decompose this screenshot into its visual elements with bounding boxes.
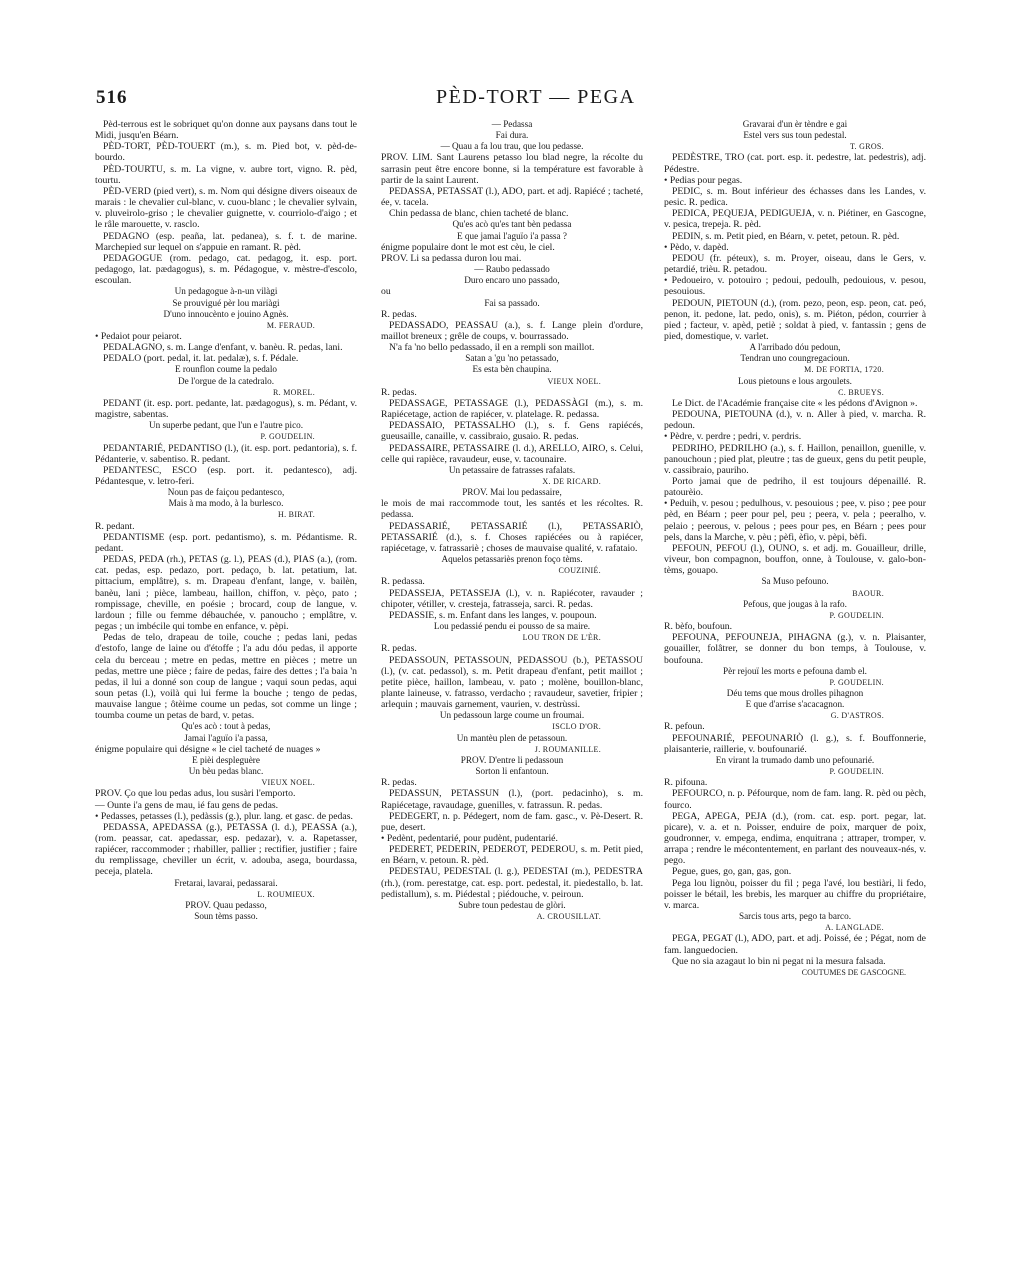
entry: PEDASSAGE, PETASSAGE (l.), PEDASSÀGI (m.), s. m. Rapiécetage, action de rapiécer, v. platelage. R. pedassa. <box>381 397 643 421</box>
entry: Pega lou lignòu, poisser du fil ; pega l'avé, lou bestiàri, li fedo, poisser le bétail, les brebis, les marquer au chiffre du propriétaire, v. marca. <box>664 877 926 911</box>
proverb: PROV. LIM. Sant Laurens petasso lou blad negre, la récolte du sarrasin peut être encore bonne, si la température est favorable à partir de la saint Laurent. <box>381 152 643 186</box>
quote-line: E pièi despleguère <box>192 754 260 765</box>
entry: énigme populaire qui désigne « le ciel tacheté de nuages » <box>95 743 321 755</box>
quote-source: COUZINIÉ. <box>558 566 601 576</box>
quote-source: VIEUX NOEL. <box>547 376 601 386</box>
entry: N'a fa 'no bello pedassado, il en a rempli son maillot. <box>389 342 595 354</box>
entry: PEDICA, PEQUEJA, PEDIGUEJA, v. n. Piétiner, en Gascogne, v. pesica, trepeja. R. pèd. <box>664 208 926 231</box>
quote-source: C. BRUEYS. <box>838 387 884 397</box>
entry: PÈD-TOURTU, s. m. La vigne, v. aubre tort, vigno. R. pèd, tourtu. <box>95 163 357 186</box>
entry: PEDAGOGUE (rom. pedago, cat. pedagog, it. esp. port. pedagogo, lat. pædagogus), s. m. Pédagogue, v. mèstre-d'escolo, escoulan. <box>95 252 357 287</box>
entry: PEDÈSTRE, TRO (cat. port. esp. it. pedestre, lat. pedestris), adj. Pédestre. <box>664 152 926 175</box>
proverb: Fai sa passado. <box>484 297 540 308</box>
entry: PEDRIHO, PEDRILHO (a.), s. f. Haillon, penaillon, guenille, v. panouchoun ; pied plat, pleutre ; tas de gueux, gens du petit peuple, v. cassibraio, pauriho. <box>664 442 926 476</box>
quote-line: Lous pietouns e lous argoulets. <box>738 375 852 386</box>
entry: PEDANT (it. esp. port. pedante, lat. pædagogus), s. m. Pédant, v. magistre, sabentas. <box>95 397 357 421</box>
quote-line: Aquelos petassariès prenon foço tèms. <box>441 554 583 565</box>
proverb: — Ounte i'a gens de mau, ié fau gens de pedas. <box>95 799 279 811</box>
entry: PEDASSAIO, PETASSALHO (l.), s. f. Gens rapiécés, gueusaille, canaille, v. cassibraio, gusaio. R. pedas. <box>381 420 643 443</box>
quote-line: E que jamai l'aguïo i'a passa ? <box>457 230 567 241</box>
entry: PEFOUNARIÉ, PEFOUNARIÒ (l. g.), s. f. Bouffonnerie, plaisanterie, raillerie, v. boufounarié. <box>664 732 926 755</box>
quote-line: Subre toun pedestau de glòri. <box>458 899 566 910</box>
proverb: PROV. Ço que lou pedas adus, lou susàri l'emporto. <box>95 788 296 800</box>
quote-source: M. FERAUD. <box>266 320 315 330</box>
quote-source: L. ROUMIEUX. <box>257 889 315 899</box>
entry-etymology: R. pefoun. <box>664 721 705 733</box>
quote-source: R. MOREL. <box>272 387 315 397</box>
quote-source: P. GOUDELIN. <box>260 432 315 442</box>
entry: PEDEGERT, n. p. Pédegert, nom de fam. gasc., v. Pè-Desert. R. pue, desert. <box>381 810 643 833</box>
entry: PEDAS, PEDA (rh.), PETAS (g. l.), PEAS (d.), PIAS (a.), (rom. cat. pedas, esp. pedazo, port. pedaço, b. lat. petatium, lat. pittacium, emplâtre), s. m. Drapeau d'enfant, lange, v. bailèn, banèu, lani ; pièce, lambeau, haillon, chiffon, v. pèço, pato ; rompissage, cheville, en poésie ; brocard, coup de langue, v. lardoun ; fille ou femme débauchée, v. panoucho ; emplâtre, v. pegas ; un imbécile qui tombe en enfance, v. pèpi. <box>95 554 357 633</box>
quote-source: A. LANGLADE. <box>825 923 884 933</box>
entry-etymology: R. pedassa. <box>381 576 425 588</box>
entry: le mois de mai raccommode tout, les santés et les récoltes. R. pedassa. <box>381 498 643 521</box>
quote-source: P. GOUDELIN. <box>829 677 884 687</box>
entry: PEFOURCO, n. p. Péfourque, nom de fam. lang. R. pèd ou pèch, fourco. <box>664 788 926 811</box>
quote-source: G. D'ASTROS. <box>830 711 884 721</box>
proverb: — Quau a fa lou trau, que lou pedasse. <box>440 141 584 152</box>
entry: énigme populaire dont le mot est cèu, le ciel. <box>381 241 555 253</box>
quote-line: De l'orgue de la catedralo. <box>177 375 275 386</box>
quote-source: A. CROUSILLAT. <box>536 912 601 922</box>
entry: Pèd-terrous est le sobriquet qu'on donne aux paysans dans tout le Midi, jusqu'en Béarn. <box>95 119 357 142</box>
entry: PEDALO (port. pedal, it. lat. pedalæ), s. f. Pédale. <box>103 353 299 365</box>
entry: PEDASSIE, s. m. Enfant dans les langes, v. poupoun. <box>389 609 597 621</box>
entry: PEDOUN, PIETOUN (d.), (rom. pezo, peon, esp. peon, cat. peó, penon, it. pedone, lat. pedo, onis), s. m. Piéton, pédon, courrier à pied ; facteur, v. apèd, petiè ; soldat à pied, v. fantassin ; gens de pied, domestique, v. varlet. <box>664 297 926 342</box>
quote-line: En virant la trumado damb uno pefounarié. <box>715 754 875 765</box>
entry: • Pedènt, pedentarié, pour pudènt, pudentarié. <box>381 833 558 844</box>
entry: Pegue, gues, go, gan, gas, gon. <box>672 866 792 878</box>
entry: PEDASSA, APEDASSA (g.), PETASSA (l. d.), PEASSA (a.), (rom. peassar, cat. apedassar, esp. pedazar), v. a. Rapetasser, rapiécer, raccommoder ; rhabiller, pallier ; rectifier, justifier ; faire du remplissage, cheviller un écrit, v. adouba, asega, bourdassa, peceja, platela. <box>95 821 357 878</box>
proverb: Fai dura. <box>495 130 529 141</box>
quote-line: Un petassaire de fatrasses rafalats. <box>448 464 576 475</box>
quote-line: Fretarai, lavarai, pedassarai. <box>174 877 278 888</box>
entry: PEDASSOUN, PETASSOUN, PEDASSOU (b.), PETASSOU (l.), (v. cat. pedassol), s. m. Petit drapeau d'enfant, petit maillot ; petite pièce, haillon, lambeau, v. pato ; molène, bouillon-blanc, plante laineuse, v. fatrasso, verdacho ; ravaudeur, savetier, fripier ; arlequin ; mauvais garnement, vaurien, v. destrùssi. <box>381 654 643 711</box>
proverb: Duro encaro uno passado, <box>464 275 560 286</box>
quote-line: Qu'es acò : tout à pedas, <box>181 721 271 732</box>
entry: PEDIN, s. m. Petit pied, en Béarn, v. petet, petoun. R. pèd. <box>672 230 900 242</box>
quote-line: Un pedagogue à-n-un vilàgi <box>174 286 278 297</box>
entry-etymology: R. pifouna. <box>664 777 708 789</box>
entry: • Pedoueiro, v. potouiro ; pedoui, pedoulh, pedouious, v. pesou, pesouious. <box>664 275 926 298</box>
quote-source: X. DE RICARD. <box>542 477 601 486</box>
proverb: — Pedassa <box>491 119 533 129</box>
entry: PEDANTISME (esp. port. pedantismo), s. m. Pédantisme. R. pedant. <box>95 531 357 554</box>
quote-line: Noun pas de faiçou pedantesco, <box>167 487 285 498</box>
proverb: PROV. D'entre li pedassoun <box>460 754 564 765</box>
quote-source: M. DE FORTIA, 1720. <box>804 365 884 375</box>
quote-source: H. BIRAT. <box>278 510 315 520</box>
entry: PEFOUN, PEFOU (l.), OUNO, s. et adj. m. Gouailleur, drille, viveur, bon compagnon, bouffon, onne, à Toulouse, v. galo-bon-tèms, gouapo. <box>664 542 926 577</box>
running-title: PÈD-TORT — PEGA <box>436 86 636 108</box>
entry-etymology: R. pedas. <box>381 308 417 320</box>
entry: PEGA, PEGAT (l.), ADO, part. et adj. Poissé, ée ; Pégat, nom de fam. languedocien. <box>664 933 926 956</box>
quote-line: Déu tems que mous drolles pihagnon <box>726 687 864 698</box>
quote-line: Se prouvigué pèr lou mariàgi <box>172 297 280 308</box>
quote-line: E que d'arrise s'acacagnon. <box>745 699 845 710</box>
quote-line: Qu'es acò qu'es tant bèn pedassa <box>452 219 572 230</box>
entry: PEDAGNO (esp. peaña, lat. pedanea), s. f. t. de marine. Marchepied sur lequel on s'appuie en ramant. R. pèd. <box>95 230 357 253</box>
entry: • Pedasses, petasses (l.), pedàssis (g.), plur. lang. et gasc. de pedas. <box>95 810 353 822</box>
column-3 <box>664 119 926 978</box>
entry: PEDERET, PEDERIN, PEDEROT, PEDEROU, s. m. Petit pied, en Béarn, v. petoun. R. pèd. <box>381 844 643 867</box>
quote-line: Un mantèu plen de petassoun. <box>456 732 568 743</box>
quote-line: Un pedassoun large coume un froumai. <box>439 710 585 721</box>
quote-source: COUTUMES DE GASCOGNE. <box>801 967 906 977</box>
entry: PEDANTARIÉ, PEDANTISO (l.), (it. esp. port. pedantoria), s. f. Pédanterie, v. sabentiso. R. pedant. <box>95 442 357 465</box>
quote-source: ISCLO D'OR. <box>552 722 601 732</box>
entry: PÈD-TORT, PÈD-TOUERT (m.), s. m. Pied bot, v. pèd-de-bourdo. <box>95 141 357 164</box>
entry: PEDOU (fr. péteux), s. m. Proyer, oiseau, dans le Gers, v. petardié, trièu. R. petadou. <box>664 252 926 276</box>
entry: • Pedaiot pour peiarot. <box>95 330 182 342</box>
proverb: PROV. Mai lou pedassaire, <box>462 487 562 498</box>
entry: • Pèdre, v. perdre ; pedri, v. perdris. <box>664 431 802 443</box>
column-1 <box>95 119 357 922</box>
quote-source: J. ROUMANILLE. <box>534 744 601 754</box>
entry: PEDANTESC, ESCO (esp. port. it. pedantesco), adj. Pédantesque, v. letro-feri. <box>95 464 357 487</box>
proverb: Soun tèms passo. <box>194 911 258 922</box>
entry: PEDASSARIÉ, PETASSARIÉ (l.), PETASSARIÒ, PETASSARIÉ (d.), s. f. Choses rapiécées ou à rapiécer, rapiécetage, v. fatrassariè ; choses de mauvaise qualité, v. rafataio. <box>381 520 643 554</box>
quote-line: Jamai l'aguïo i'a passa, <box>184 732 268 743</box>
entry: Le Dict. de l'Académie française cite « les pédons d'Avignon ». <box>672 397 918 409</box>
quote-source: P. GOUDELIN. <box>829 610 884 620</box>
page-number: 516 <box>96 87 128 108</box>
quote-source: VIEUX NOEL. <box>261 778 315 788</box>
quote-line: Lou pedassié pendu ei pousso de sa maire. <box>433 621 591 632</box>
entry-etymology: R. bèfo, boufoun. <box>664 621 733 633</box>
quote-source: BAOUR. <box>852 588 884 598</box>
conjunction: ou <box>381 286 391 298</box>
quote-line: Un superbe pedant, que l'un e l'autre pico. <box>148 420 304 431</box>
entry-etymology: R. pedas. <box>381 643 417 655</box>
quote-line: Tendran uno coungregacioun. <box>740 353 850 364</box>
quote-line: Satan a 'gu 'no petassado, <box>465 353 559 364</box>
quote-source: LOU TRON DE L'ÈR. <box>522 633 601 643</box>
quote-source: P. GOUDELIN. <box>829 767 884 777</box>
entry: PEDASSADO, PEASSAU (a.), s. f. Lange plein d'ordure, maillot breneux ; grêle de coups, v. bourrassado. <box>381 319 643 342</box>
quote-line: Sarcis tous arts, pego ta barco. <box>738 911 851 922</box>
entry: Chin pedassa de blanc, chien tacheté de blanc. <box>389 208 569 220</box>
proverb: PROV. Li sa pedassa duron lou mai. <box>381 252 522 264</box>
entry: Pedas de telo, drapeau de toile, couche ; pedas lani, pedas d'estofo, lange de laine ou d'étoffe ; l'a adu dóu pedas, il apporte cela du berceau ; metre en pedas, mettre en pièces ; metre un pedas, mettre une pièce ; faire de pedas, faire des dettes ; l'a baia 'n pedas, il lui a donné son coup de langue ; vaqui soun pedas, aqui soun petas (l.), voilà qui lui ferme la bouche ; tengo de pedas, mauvaise langue ; ôtèime coume un pedas, sot comme un linge ; toumba coume un petas de bard, v. petas. <box>95 632 357 722</box>
quote-line: Es esta bèn chaupina. <box>472 364 552 375</box>
entry: PEDALAGNO, s. m. Lange d'enfant, v. banèu. R. pedas, lani. <box>103 342 343 354</box>
entry: PÈD-VERD (pied vert), s. m. Nom qui désigne divers oiseaux de marais : le chevalier cul-blanc, v. cuou-blanc ; le chevalier sylvain, v. pluveirolo-griso ; le chevalier guignette, v. courriolo-d'aigo ; et le râle marouette, v. rasclo. <box>95 185 357 231</box>
quote-line: Un bèu pedas blanc. <box>188 766 264 777</box>
entry: PEDASSUN, PETASSUN (l.), (port. pedacinho), s. m. Rapiécetage, ravaudage, guenilles, v. fatrassun. R. pedas. <box>381 788 643 811</box>
proverb: Sorton li enfantoun. <box>475 766 549 777</box>
entry: PEGA, APEGA, PEJA (d.), (rom. cat. esp. port. pegar, lat. picare), v. a. et n. Poisser, enduire de poix, marquer de poix, goudronner, v. empega, endima, enquitrana ; attraper, tromper, v. arrapa ; rendre le mécontentement, en parlant des nouveaux-nés, v. pego. <box>664 810 926 867</box>
entry: PEFOUNA, PEFOUNEJA, PIHAGNA (g.), v. n. Plaisanter, gouailler, folâtrer, se donner du bon temps, à Toulouse, v. boufouna. <box>664 632 926 666</box>
quote-line: E rounflon coume la pedalo <box>174 364 278 375</box>
entry: PEDASSA, PETASSAT (l.), ADO, part. et adj. Rapiécé ; tacheté, ée, v. tacela. <box>381 185 643 209</box>
quote-line: Pefous, que jougas à la rafo. <box>743 598 847 609</box>
entry: PEDOUNA, PIETOUNA (d.), v. n. Aller à pied, v. marcha. R. pedoun. <box>664 409 926 432</box>
quote-line: Estel vers sus toun pedestal. <box>743 130 847 141</box>
entry: • Pèdo, v. dapèd. <box>664 241 729 253</box>
quote-line: A l'arribado dóu pedoun, <box>749 342 841 353</box>
entry: Porto jamai que de pedriho, il est toujours dépenaillé. R. patourèio. <box>664 476 926 499</box>
quote-line: Gravarai d'un èr tèndre e gai <box>742 119 848 129</box>
entry-etymology: R. pedant. <box>95 520 135 532</box>
entry: PEDIC, s. m. Bout inférieur des échasses dans les Landes, v. pesic. R. pedica. <box>664 185 926 209</box>
entry: Que no sia azagaut lo bin ni pegat ni la mesura falsada. <box>672 955 886 967</box>
quote-line: Mais à ma modo, à la burlesco. <box>168 498 284 509</box>
proverb: — Raubo pedassado <box>474 264 550 275</box>
quote-line: Sa Muso pefouno. <box>761 576 829 587</box>
entry: • Pedias pour pegas. <box>664 174 743 186</box>
quote-source: T. GROS. <box>849 142 884 152</box>
entry: PEDASSAIRE, PETASSAIRE (l. d.), ARELLO, AIRO, s. Celui, celle qui rapièce, ravaudeur, euse, v. tacounaire. <box>381 442 643 465</box>
quote-line: Pèr rejouï les morts e pefouna damb el. <box>723 665 867 676</box>
entry: • Peduih, v. pesou ; pedulhous, v. pesouious ; pee, v. piso ; pee pour pèd, en Béarn ; peer pour pel, peu ; peera, v. pela ; peeralho, v. pelaio ; peerous, v. pelous ; pees pour pes, en Béarn ; pees pour pels, dans la Marche, v. pèu ; pèfi, èfio, v. pèpi, bèfi. <box>664 498 926 543</box>
entry-etymology: R. pedas. <box>381 777 417 789</box>
entry: PEDASSEJA, PETASSEJA (l.), v. n. Rapiécoter, ravauder ; chipoter, vétiller, v. cresteja, fatrasseja, sarci. R. pedas. <box>381 587 643 610</box>
column-2 <box>381 119 643 922</box>
entry-etymology: R. pedas. <box>381 386 417 398</box>
proverb: PROV. Quau pedasso, <box>185 899 267 910</box>
entry: PEDESTAU, PEDESTAL (l. g.), PEDESTAI (m.), PEDESTRA (rh.), (rom. perestatge, cat. esp. port. pedestal, it. piedestallo, b. lat. pedistallum), s. m. Piédestal ; piédouche, v. peiroun. <box>381 866 643 900</box>
quote-line: D'uno innoucènto e jouino Agnès. <box>163 308 289 319</box>
